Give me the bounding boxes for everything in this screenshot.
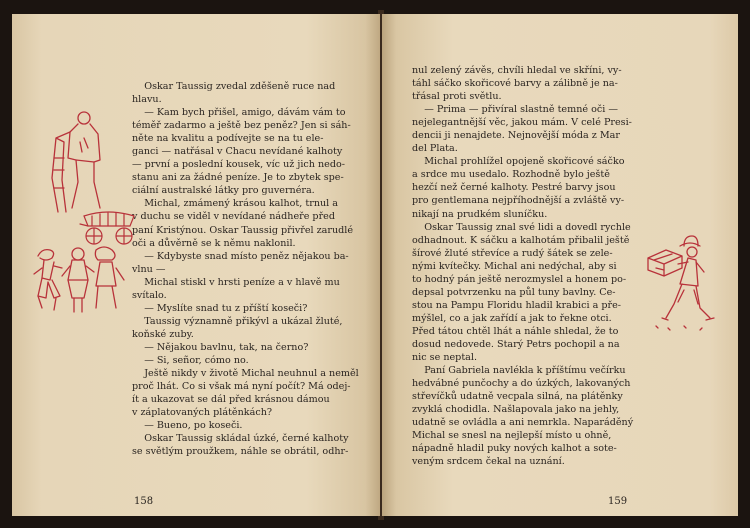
text-line: svítalo. — [132, 289, 167, 301]
text-line: proč lhát. Co si však má nyní počít? Má odej- — [132, 381, 351, 393]
text-line: se světlým proužkem, náhle se obrátil, odhr- — [132, 446, 349, 458]
text-line: — Myslíte snad tu z příští koseči? — [132, 302, 308, 314]
text-line: veným srdcem čekal na uznání. — [412, 456, 565, 468]
text-line: nejelegantnější věc, jakou mám. V celé Presi- — [412, 117, 632, 129]
text-line: depsal potvrzenku na půl tuny bavlny. Ce- — [412, 286, 616, 298]
text-line: Oskar Taussig skládal úzké, černé kalhoty — [132, 433, 349, 445]
text-line: to hodný pán ještě nerozmyslel a honem po- — [412, 273, 627, 285]
text-line: Před tátou chtěl lhát a náhle shledal, že to — [412, 325, 619, 337]
text-line: udatně se ovládla a ani nemrkla. Naparáděný — [412, 417, 634, 429]
text-line: ganci — natřásal v Chacu nevídané kalhoty — [132, 146, 343, 158]
text-line: Oskar Taussig znal své lidi a dovedl rychle — [412, 221, 631, 233]
text-line: Michal prohlížel opojeně skořicové sáčko — [412, 156, 625, 168]
text-line: zvyklá chodidla. Našlapovala jako na jehly, — [412, 404, 620, 416]
text-line: stanu ani za žádné peníze. Je to zbytek spe- — [132, 172, 344, 184]
man-carrying-box-illustration — [644, 234, 716, 334]
text-line: téměř zadarmo a ještě bez peněz? Jen si sáh- — [132, 120, 351, 132]
right-page — [382, 14, 738, 516]
text-line: — Nějakou bavlnu, tak, na černo? — [132, 341, 309, 353]
text-line: Michal se snesl na nejlepší místo u ohně, — [412, 430, 612, 442]
text-line: nými kvítečky. Michal ani nedýchal, aby si — [412, 260, 617, 272]
text-line: v záplatovaných plátěnkách? — [132, 407, 273, 419]
text-line: — první a poslední kousek, víc už jich nedo- — [132, 159, 346, 171]
text-line: Oskar Taussig zvedal zděšeně ruce nad — [132, 81, 336, 92]
text-line: — Bueno, po koseči. — [132, 420, 243, 432]
three-figures-illustration — [32, 246, 128, 316]
text-line: pro gentlemana nejpříhodnější a zvláště vy- — [412, 195, 625, 207]
text-line: střevíčků udatně vecpala silná, na plátěnky — [412, 391, 623, 403]
text-line: nápadně hladil puky nových kalhot a sote- — [412, 443, 617, 455]
text-line: šírové žluté střevíce a rudý šátek se zele- — [412, 247, 613, 259]
text-line: něte na kvalitu a podívejte se na tu ele- — [132, 133, 324, 145]
right-page-number: 159 — [608, 496, 628, 507]
text-line: vlnu — — [132, 263, 166, 275]
text-line: — Si, señor, cómo no. — [132, 354, 249, 366]
text-line: Ještě nikdy v životě Michal neuhnul a neměl — [132, 368, 359, 380]
text-line: stou na Pampu Floridu hladil krabici a pře- — [412, 299, 621, 311]
text-line: nikají na prudkém sluníčku. — [412, 208, 548, 220]
left-page-number: 158 — [134, 496, 154, 507]
text-line: Taussig významně přikývl a ukázal žluté, — [132, 315, 343, 327]
text-line: hlavu. — [132, 94, 162, 106]
text-line: a srdce mu usedalo. Rozhodně bylo ještě — [412, 169, 610, 181]
text-line: nic se neptal. — [412, 352, 478, 364]
text-line: mýšlel, co a jak zařídí a jak to řekne otci. — [412, 312, 612, 324]
text-line: koňské zuby. — [132, 328, 194, 340]
text-line: — Kdybyste snad místo peněz nějakou ba- — [132, 250, 349, 262]
text-line: ciální australské látky pro guvernéra. — [132, 185, 315, 197]
text-line: Michal stiskl v hrsti peníze a v hlavě mu — [132, 276, 340, 288]
text-line: ít a ukazovat se dál před krásnou dámou — [132, 394, 330, 406]
text-line: hezčí než černé kalhoty. Pestré barvy jsou — [412, 182, 616, 194]
text-line: hedvábné punčochy a do úzkých, lakovaných — [412, 378, 631, 390]
left-page-text — [132, 80, 372, 458]
text-line: táhl sáčko skořicové barvy a zálibně je na- — [412, 78, 618, 90]
text-line: odhadnout. K sáčku a kalhotám přibalil ještě — [412, 234, 630, 246]
text-line: třásal proti světlu. — [412, 91, 502, 103]
man-with-trousers-illustration — [42, 108, 112, 218]
text-line: oči a důvěrně se k němu naklonil. — [132, 237, 296, 249]
text-line: nul zelený závěs, chvíli hledal ve skříni, vy- — [412, 65, 622, 76]
text-line: v duchu se viděl v nevídané nádheře před — [132, 211, 335, 223]
text-line: paní Kristýnou. Oskar Taussig přivřel zarudlé — [132, 224, 354, 236]
text-line: — Prima — přivíral slastně temné oči — — [412, 104, 618, 116]
text-line: Paní Gabriela navlékla k příštímu večírku — [412, 365, 626, 377]
left-page — [12, 14, 380, 516]
text-line: del Plata. — [412, 143, 458, 155]
text-line: Michal, zmámený krásou kalhot, trnul a — [132, 198, 339, 210]
text-line: — Kam bych přišel, amigo, dávám vám to — [132, 107, 346, 119]
cart-illustration — [78, 210, 140, 246]
text-line: dencii ji nenajdete. Nejnovější móda z Mar — [412, 130, 620, 142]
right-page-text — [412, 64, 642, 468]
text-line: dosud nedovede. Starý Petrs pochopil a na — [412, 338, 620, 350]
